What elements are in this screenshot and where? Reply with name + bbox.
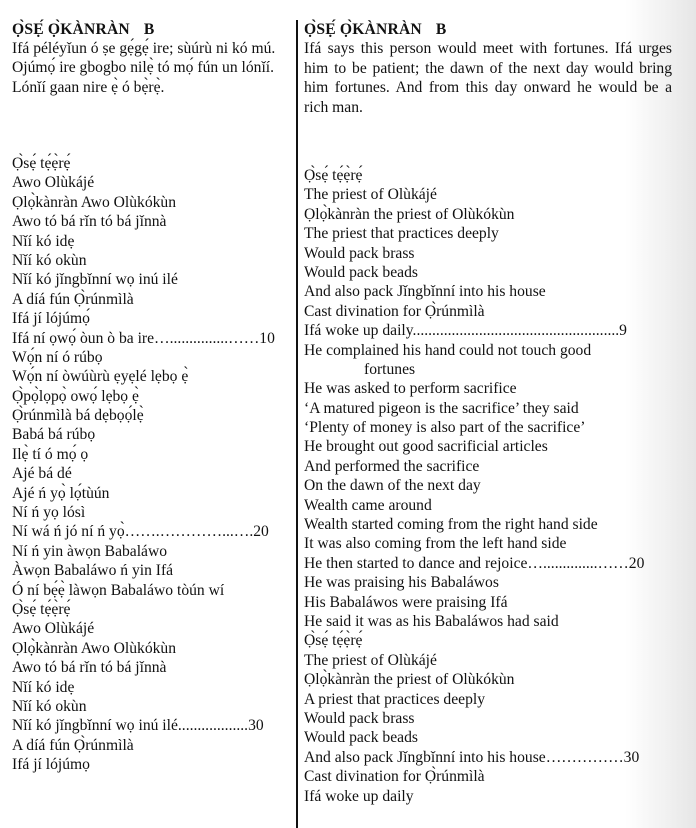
verse-line: It was also coming from the left hand side xyxy=(304,535,567,553)
verse-line: Ọ̀sẹ́ tẹ́ẹ̀rẹ́ xyxy=(12,155,71,172)
verse-line: He complained his hand could not touch good xyxy=(304,341,592,359)
verse-line: ‘A matured pigeon is the sacrifice’ they said xyxy=(304,399,579,417)
yoruba-verse xyxy=(12,154,275,775)
verse-line: Ọ̀sẹ́ tẹ́ẹ̀rẹ́ xyxy=(304,632,363,650)
verse-line: The priest that practices deeply xyxy=(304,225,499,243)
verse-line: Would pack beads xyxy=(304,729,418,747)
english-heading-suffix: B xyxy=(435,21,447,38)
verse-line: Ajé ń yọ̀ lọ́tùún xyxy=(12,484,110,502)
verse-line: Ọlọ̀kànràn Awo Olùkókùn xyxy=(12,193,177,211)
verse-line: A priest that practices deeply xyxy=(304,690,485,708)
verse-line: Ifá jí lójúmọ́ xyxy=(12,310,90,328)
verse-line: Ọ̀sẹ́ tẹ́ẹ̀rẹ́ xyxy=(304,167,363,184)
verse-line: Ní ń yọ lósì xyxy=(12,504,86,522)
verse-line: Nǐí kó okùn xyxy=(12,697,87,715)
verse-line: Ọlọ̀kànràn the priest of Olùkókùn xyxy=(304,205,515,223)
column-divider xyxy=(296,20,298,828)
verse-line: Ọlọ̀kànràn the priest of Olùkókùn xyxy=(304,671,515,689)
verse-line: And performed the sacrifice xyxy=(304,457,480,475)
verse-line: He was asked to perform sacrifice xyxy=(304,380,517,398)
verse-line: Ajé bá dé xyxy=(12,465,72,483)
verse-line: ‘Plenty of money is also part of the sacrifice’ xyxy=(304,419,586,437)
verse-line: Nǐí kó idẹ xyxy=(12,678,75,696)
english-verse xyxy=(304,166,644,806)
verse-line: Ọ̀rúnmìlà bá dẹbọọ́lẹ̀ xyxy=(12,407,144,425)
verse-line: Awo Olùkájé xyxy=(12,174,95,192)
verse-line: Would pack beads xyxy=(304,263,418,281)
verse-line: Àwọn Babaláwo ń yin Ifá xyxy=(12,562,174,580)
verse-line: Ní wá ń jó ní ń yọ̀…….…………...….20 xyxy=(12,523,269,541)
yoruba-intro xyxy=(12,39,292,97)
verse-line: Nǐí kó idẹ xyxy=(12,232,75,250)
yoruba-heading xyxy=(12,20,292,39)
verse-line: Wọ́n ní òwúùrù ẹyẹlé lẹbọ ẹ̀ xyxy=(12,368,189,386)
verse-line: Ọlọ̀kànràn Awo Olùkókùn xyxy=(12,639,177,657)
verse-line: Nǐí kó okùn xyxy=(12,251,87,269)
verse-line: Ọ̀sẹ́ tẹ́ẹ̀rẹ́ xyxy=(12,600,71,618)
verse-line: The priest of Olùkájé xyxy=(304,186,437,204)
verse-line: Nǐí kó jǐngbǐnní wọ inú ilé xyxy=(12,271,178,289)
verse-line: Ọ̀pọ̀lọpọ̀ owọ́ lẹbọ ẹ̀ xyxy=(12,387,139,405)
verse-line: A díá fún Ọ̀rúnmìlà xyxy=(12,290,134,308)
verse-line: Ifá ní ọwọ́ òun ò ba ire…...............……10 xyxy=(12,329,275,347)
english-intro: Ifá says this person would meet with fortunes. Ifá urges him to be patient; the dawn of the next day would bring him fortunes. And from this day onward he would be a rich man. xyxy=(304,40,672,116)
yoruba-intro-line: Ifá péléyǐun ó ṣe gẹ́gẹ́ ire; sùúrù ni kó mú. xyxy=(12,40,276,57)
verse-line: Babá bá rúbọ xyxy=(12,426,96,444)
yoruba-intro-line: Ojúmọ́ ire gbogbo nilẹ̀ tó mọ́ fún un lónǐí. xyxy=(12,59,275,77)
verse-line: He was praising his Babaláwos xyxy=(304,574,499,592)
yoruba-heading-title: Ọ̀SẸ́ Ọ̀KÀNRÀN xyxy=(12,21,130,38)
verse-line: And also pack Jǐngbǐnní into his house xyxy=(304,283,546,301)
verse-line: Would pack brass xyxy=(304,244,415,262)
verse-line: Would pack brass xyxy=(304,709,415,727)
english-column xyxy=(304,20,672,805)
verse-line: Ní ń yin àwọn Babaláwo xyxy=(12,542,168,560)
verse-line: A díá fún Ọ̀rúnmìlà xyxy=(12,736,134,754)
verse-line: Wealth came around xyxy=(304,496,432,514)
verse-line: Nǐí kó jǐngbǐnní wọ inú ilé..................30 xyxy=(12,717,264,735)
verse-line: Cast divination for Ọ̀rúnmìlà xyxy=(304,302,485,320)
verse-line: Awo Olùkájé xyxy=(12,620,95,638)
english-heading xyxy=(304,20,672,39)
verse-line: Awo tó bá rǐn tó bá jǐnnà xyxy=(12,213,167,231)
yoruba-heading-suffix: B xyxy=(143,21,155,38)
verse-line: Wealth started coming from the right hand side xyxy=(304,516,598,534)
verse-line: He brought out good sacrificial articles xyxy=(304,438,548,456)
yoruba-intro-line: Lónǐí gaan nire ẹ̀ ó bẹ̀rẹ̀. xyxy=(12,78,165,96)
verse-line: He said it was as his Babaláwos had said xyxy=(304,612,559,630)
verse-line: Ifá woke up daily xyxy=(304,787,414,805)
verse-line: On the dawn of the next day xyxy=(304,477,481,495)
verse-line: He then started to dance and rejoice…..............……20 xyxy=(304,554,645,572)
english-heading-title: Ọ̀SẸ́ Ọ̀KÀNRÀN xyxy=(304,21,422,38)
verse-line: Ifá woke up daily.....................................................9 xyxy=(304,322,627,340)
verse-line: Awo tó bá rǐn tó bá jǐnnà xyxy=(12,659,167,677)
verse-line: Ilẹ̀ tí ó mọ́ ọ xyxy=(12,445,89,463)
verse-line: The priest of Olùkájé xyxy=(304,651,437,669)
verse-line: Wọ́n ní ó rúbọ xyxy=(12,348,103,366)
yoruba-column xyxy=(12,20,292,774)
verse-line: And also pack Jǐngbǐnní into his house……………30 xyxy=(304,748,640,766)
verse-line: fortunes xyxy=(364,360,416,378)
verse-line: Ó ní bẹ́ẹ̀ làwọn Babaláwo tòún wí xyxy=(12,581,225,599)
verse-line: Ifá jí lójúmọ xyxy=(12,756,90,774)
verse-line: His Babaláwos were praising Ifá xyxy=(304,593,508,611)
verse-line: Cast divination for Ọ̀rúnmìlà xyxy=(304,768,485,786)
